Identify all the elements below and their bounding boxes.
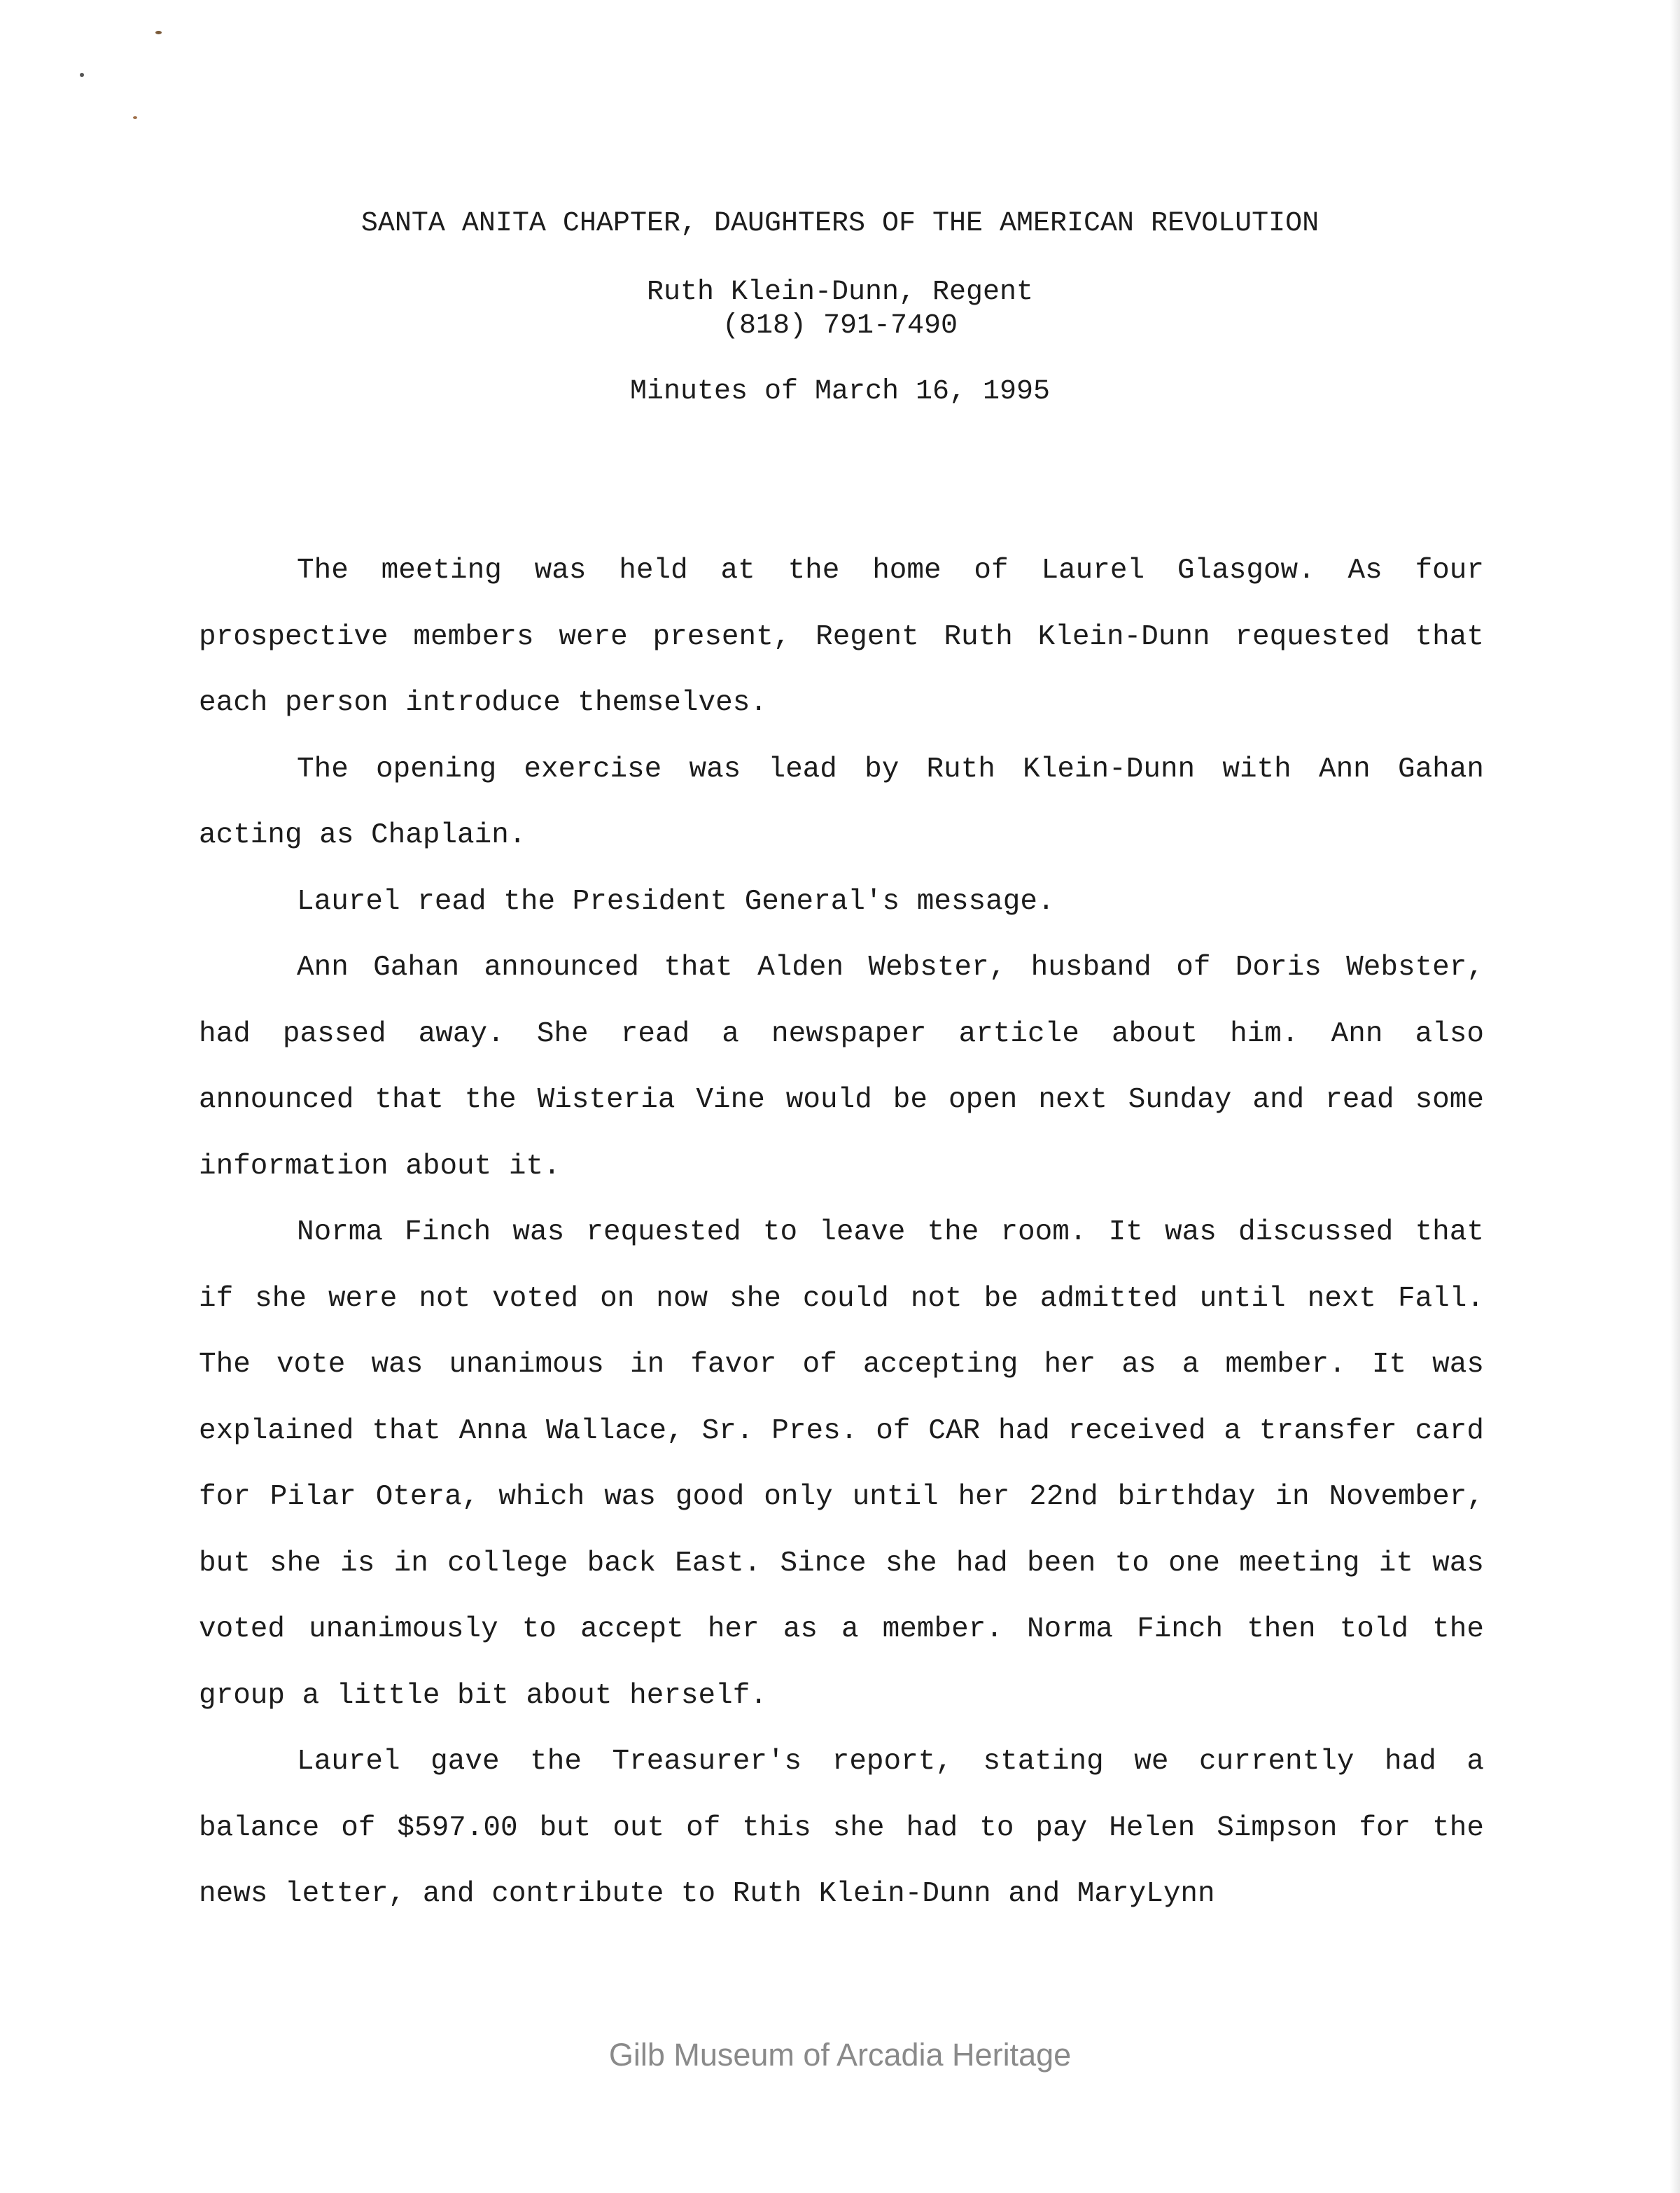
paragraph: Norma Finch was requested to leave the room. It was discussed that if she were not voted on now she could not be admitted until next Fall. The vote was unanimous in favor of accepting her as a member. It was explained that Anna Wallace, Sr. Pres. of CAR had received a transfer card for Pilar Otera, which was good only until her 22nd birthday in November, but she is in college back East. Since she had been to one meeting it was voted unanimously to accept her as a member. Norma Finch then told the group a little bit about herself. xyxy=(199,1216,1484,1712)
museum-watermark: Gilb Museum of Arcadia Heritage xyxy=(608,2037,1072,2073)
scan-speck xyxy=(155,31,162,34)
scan-speck xyxy=(80,73,84,77)
paragraph: Ann Gahan announced that Alden Webster, husband of Doris Webster, had passed away. She read a newspaper article about him. Ann also announced that the Wisteria Vine would be open next Sunday and read some information about it. xyxy=(199,952,1484,1183)
paragraph: Laurel read the President General's message. xyxy=(297,885,1055,918)
chapter-heading: SANTA ANITA CHAPTER, DAUGHTERS OF THE AMERICAN REVOLUTION xyxy=(360,208,1320,239)
paragraph: The opening exercise was lead by Ruth Klein-Dunn with Ann Gahan acting as Chaplain. xyxy=(199,753,1484,851)
minutes-title: Minutes of March 16, 1995 xyxy=(629,376,1051,408)
regent-name: Ruth Klein-Dunn, Regent xyxy=(646,277,1034,308)
regent-phone: (818) 791-7490 xyxy=(722,310,958,342)
paragraph: The meeting was held at the home of Laurel Glasgow. As four prospective members were present, Regent Ruth Klein-Dunn requested that each person introduce themselves. xyxy=(199,555,1484,719)
scan-speck xyxy=(133,116,137,119)
minutes-body xyxy=(199,538,1484,1928)
paragraph: Laurel gave the Treasurer's report, stating we currently had a balance of $597.00 but out of this she had to pay Helen Simpson for the news letter, and contribute to Ruth Klein-Dunn and MaryLynn xyxy=(199,1746,1484,1910)
